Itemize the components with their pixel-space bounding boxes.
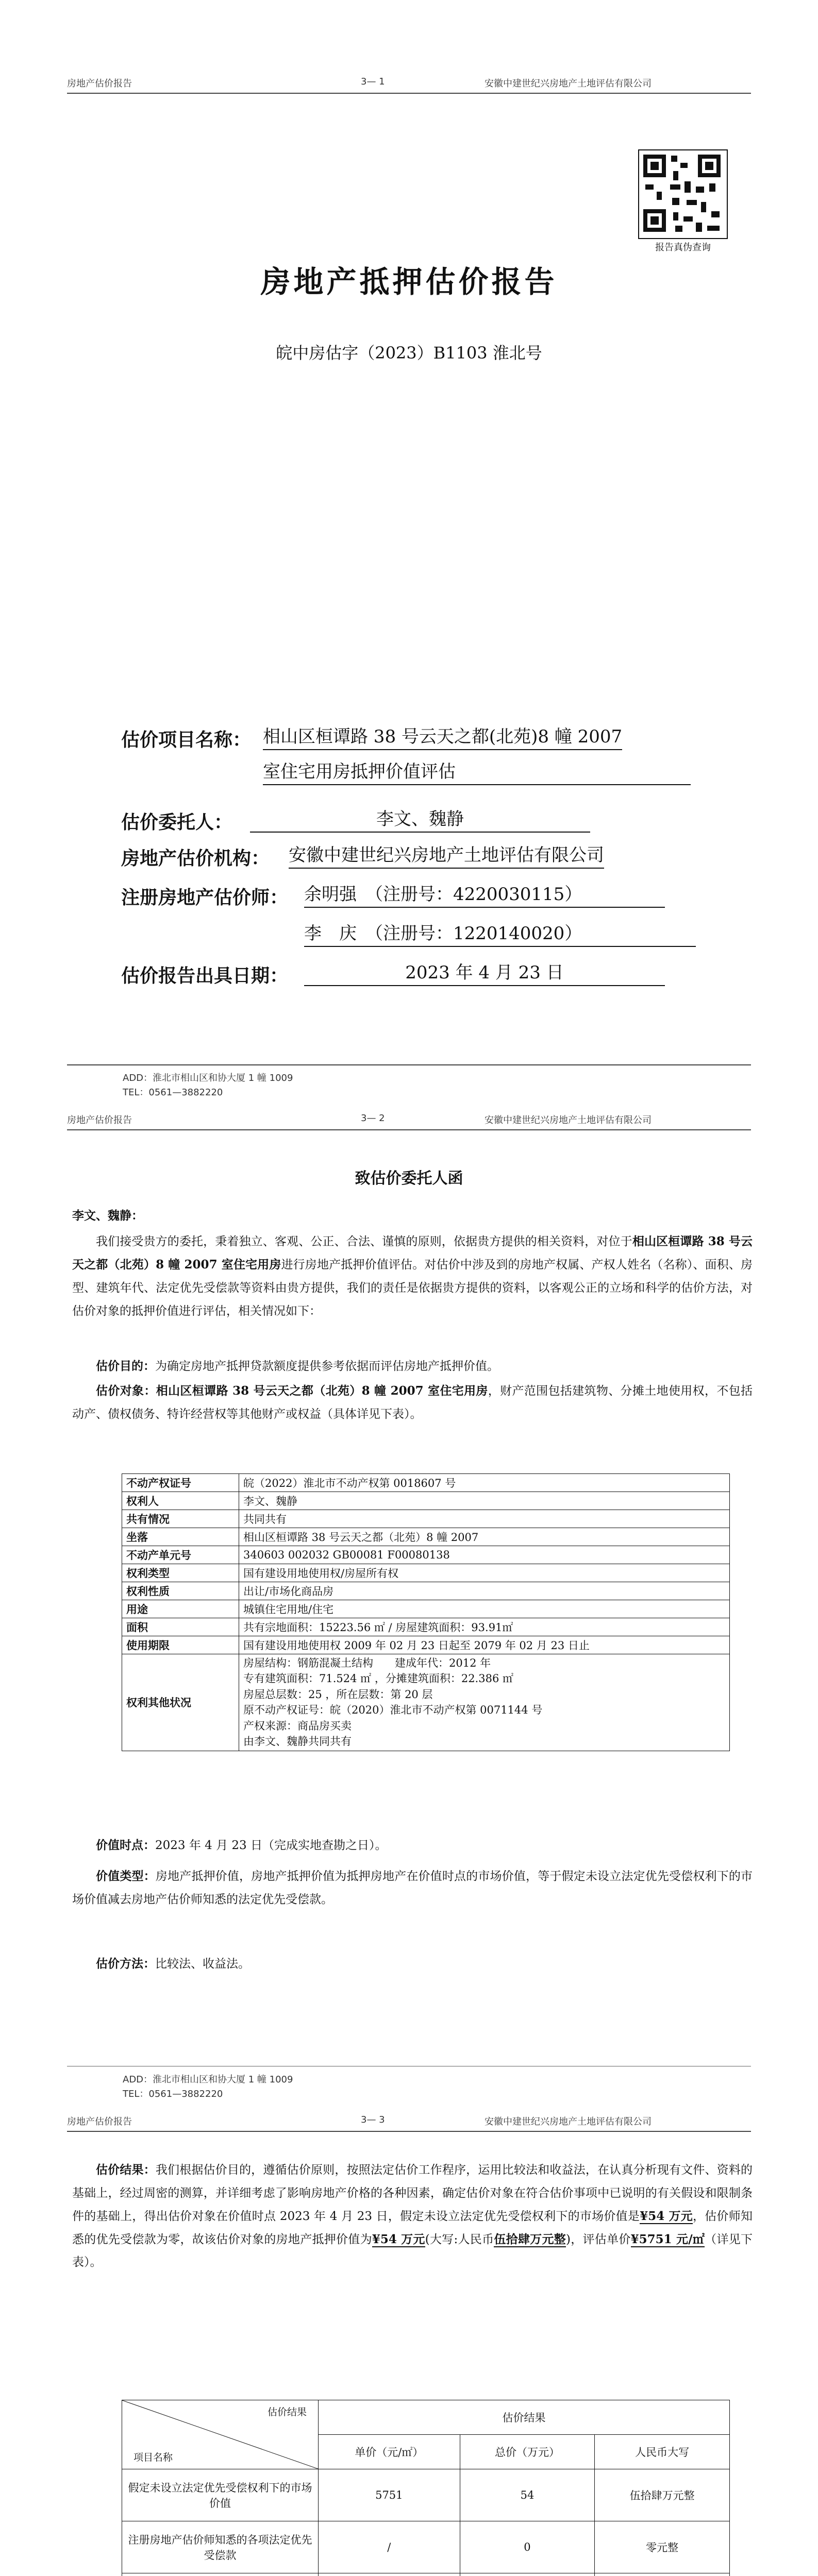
col-total-price: 总价（万元） <box>460 2435 595 2469</box>
header-page-number: 3— 2 <box>361 1113 385 1124</box>
result-paragraph: 估价结果：我们根据估价目的，遵循估价原则，按照法定估价工作程序，运用比较法和收益法，在认真分析现有文件、资料的基础上，经过周密的测算，并详细考虑了影响房地产价格的各种因素，确定估价对象在符合估价事项中已说明的有关假设和限制条件的基础上，得出估价对象在价值时点 2023 年 4 月 23 日，假定未设立法定优先受偿权利下的市场价值是¥54 万元，估价师知悉的优先受偿款为零，故该估价对象的房地产抵押价值为¥54 万元(大写:人民币伍拾肆万元整)，评估单价¥5751 元/㎡（详见下表）。 <box>72 2163 753 2269</box>
table-row: 不动产权证号 皖（2022）淮北市不动产权第 0018607 号 <box>122 1474 730 1492</box>
table-row: 不动产单元号 340603 002032 GB00081 F00080138 <box>122 1546 730 1564</box>
appraiser-value-2: 李 庆 （注册号：1220140020） <box>304 922 696 947</box>
table-row: 注册房地产估价师知悉的各项法定优先受偿款 / 0 零元整 <box>122 2521 730 2573</box>
letter-salutation: 李文、魏静： <box>72 1209 143 1223</box>
letter-object: 估价对象：相山区桓谭路 38 号云天之都（北苑）8 幢 2007 室住宅用房，财产范围包括建筑物、分摊土地使用权，不包括动产、债权债务、特许经营权等其他财产或权益（具体详见下表）。 <box>72 1384 753 1421</box>
footer-tel: TEL：0561—3882220 <box>123 2089 223 2099</box>
issue-date-label: 估价报告出具日期： <box>121 965 289 987</box>
header-page-number: 3— 1 <box>361 76 385 87</box>
header-left: 房地产估价报告 <box>67 1115 132 1126</box>
letter-value-type: 价值类型：房地产抵押价值，房地产抵押价值为抵押房地产在价值时点的市场价值，等于假定未设立法定优先受偿权利下的市场价值减去房地产估价师知悉的法定优先受偿款。 <box>72 1869 753 1906</box>
table-row: 坐落 相山区桓谭路 38 号云天之都（北苑）8 幢 2007 <box>122 1528 730 1546</box>
col-unit-price: 单价（元/㎡） <box>319 2435 460 2469</box>
table-row: 用途 城镇住宅用地/住宅 <box>122 1600 730 1618</box>
corner-cell: 估价结果 项目名称 <box>122 2400 319 2469</box>
issue-date-value: 2023 年 4 月 23 日 <box>304 961 665 986</box>
header-rule <box>67 1129 751 1130</box>
table-row: 权利人 李文、魏静 <box>122 1492 730 1510</box>
footer-tel: TEL：0561—3882220 <box>123 1087 223 1098</box>
letter-purpose: 估价目的：为确定房地产抵押贷款额度提供参考依据而评估房地产抵押价值。 <box>96 1359 499 1373</box>
report-title: 房地产抵押估价报告 <box>260 264 558 299</box>
table-header-row <box>122 2400 730 2435</box>
table-group-header: 估价结果 <box>319 2400 730 2435</box>
client-value: 李文、魏静 <box>250 808 590 833</box>
letter-paragraph-1: 我们接受贵方的委托，秉着独立、客观、公正、合法、谨慎的原则，依据贵方提供的相关资料，对位于相山区桓谭路 38 号云天之都（北苑）8 幢 2007 室住宅用房进行房地产抵押价值评估。对估价中涉及到的房地产权属、产权人姓名（名称）、面积、房型、建筑年代、法定优先受偿款等资料由贵方提供，我们的责任是依据贵方提供的资料，以客观公正的立场和科学的估价方法，对估价对象的抵押价值进行评估，相关情况如下： <box>72 1234 753 1318</box>
letter-value-date: 价值时点：2023 年 4 月 23 日（完成实地查勘之日）。 <box>96 1838 387 1852</box>
footer-rule <box>67 1064 751 1065</box>
property-table <box>122 1473 730 1751</box>
header-right: 安徽中建世纪兴房地产土地评估有限公司 <box>485 78 652 89</box>
header-page-number: 3— 3 <box>361 2114 385 2125</box>
appraiser-value-1: 余明强 （注册号：4220030115） <box>304 883 665 908</box>
table-row: 权利类型 国有建设用地使用权/房屋所有权 <box>122 1564 730 1582</box>
table-row: 使用期限 国有建设用地使用权 2009 年 02 月 23 日起至 2079 年 02 月 23 日止 <box>122 1636 730 1654</box>
header-rule <box>67 93 751 94</box>
letter-title: 致估价委托人函 <box>355 1170 463 1188</box>
footer-address: ADD：淮北市相山区和协大厦 1 幢 1009 <box>123 1073 293 1083</box>
table-row: 假定未设立法定优先受偿权利下的市场价值 5751 54 伍拾肆万元整 <box>122 2469 730 2521</box>
project-name-value: 相山区桓谭路 38 号云天之都(北苑)8 幢 2007 <box>263 725 622 750</box>
letter-method: 估价方法：比较法、收益法。 <box>96 1957 250 1971</box>
qr-code <box>638 149 728 239</box>
header-right: 安徽中建世纪兴房地产土地评估有限公司 <box>485 2116 652 2127</box>
report-number: 皖中房估字（2023）B1103 淮北号 <box>276 343 542 363</box>
agency-label: 房地产估价机构： <box>121 848 270 869</box>
header-left: 房地产估价报告 <box>67 78 132 89</box>
result-table <box>122 2400 730 2576</box>
col-amount-in-words: 人民币大写 <box>595 2435 730 2469</box>
project-name-value-2: 室住宅用房抵押价值评估 <box>263 760 691 785</box>
header-left: 房地产估价报告 <box>67 2116 132 2127</box>
appraiser-label: 注册房地产估价师： <box>121 887 289 908</box>
table-row: 面积 共有宗地面积：15223.56 ㎡ / 房屋建筑面积：93.91㎡ <box>122 1618 730 1636</box>
project-name-label: 估价项目名称： <box>121 729 252 751</box>
table-row: 权利性质 出让/市场化商品房 <box>122 1582 730 1600</box>
footer-address: ADD：淮北市相山区和协大厦 1 幢 1009 <box>123 2074 293 2085</box>
table-row <box>122 2573 730 2576</box>
header-rule <box>67 2131 751 2132</box>
client-label: 估价委托人： <box>121 811 233 833</box>
table-row: 共有情况 共同共有 <box>122 1510 730 1528</box>
qr-caption: 报告真伪查询 <box>655 242 711 253</box>
header-right: 安徽中建世纪兴房地产土地评估有限公司 <box>485 1115 652 1126</box>
agency-value: 安徽中建世纪兴房地产土地评估有限公司 <box>289 844 604 869</box>
table-row: 权利其他状况 房屋结构：钢筋混凝土结构 建成年代：2012 年 专有建筑面积：71.524 ㎡ ，分摊建筑面积：22.386 ㎡ 房屋总层数：25 ，所在层数：第 20 层 原不动产权证号：皖（2020）淮北市不动产权第 0071144 号 产权来源：商品房买卖 由李文、魏静共同共有 <box>122 1654 730 1751</box>
